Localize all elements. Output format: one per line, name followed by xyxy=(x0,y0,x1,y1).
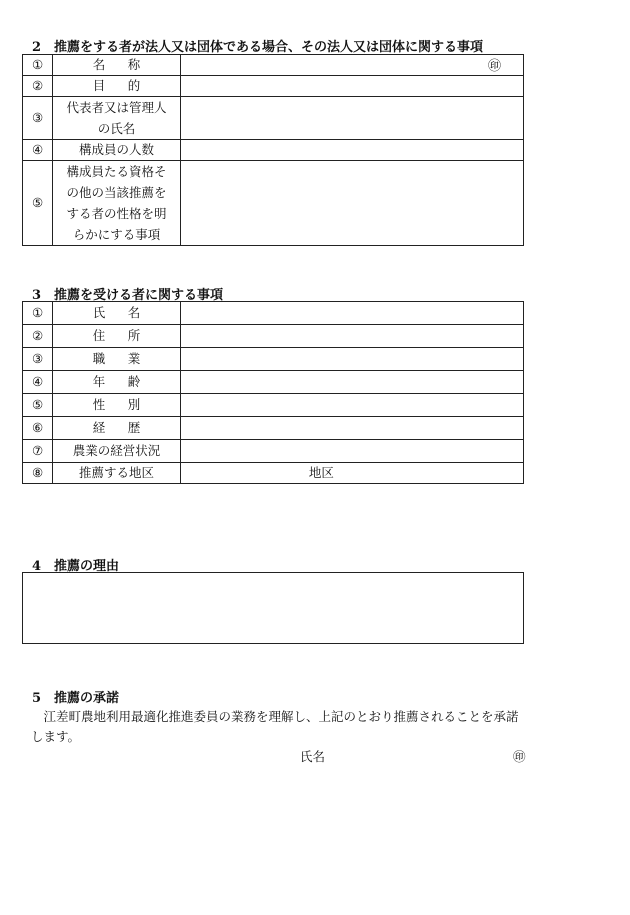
purpose-field[interactable] xyxy=(180,76,523,97)
signature-row xyxy=(0,747,630,767)
representative-field[interactable] xyxy=(180,97,523,140)
section-2-heading xyxy=(32,36,483,55)
table-row xyxy=(23,76,524,97)
row-number: ③ xyxy=(23,97,53,140)
table-row xyxy=(23,140,524,161)
farm-status-field[interactable] xyxy=(180,440,523,463)
row-number: ⑧ xyxy=(23,463,53,484)
corporate-recommender-table xyxy=(22,54,524,246)
member-count-field[interactable] xyxy=(180,140,523,161)
row-number: ① xyxy=(23,55,53,76)
recommendee-table xyxy=(22,301,524,484)
table-row xyxy=(23,97,524,140)
row-label: 構成員たる資格そ の他の当該推薦を する者の性格を明 らかにする事項 xyxy=(53,161,181,246)
row-label: 推薦する地区 xyxy=(53,463,181,484)
consent-line: 江差町農地利用最適化推進委員の業務を理解し、上記のとおり推薦されることを承諾 xyxy=(31,709,519,724)
signature-label: 氏名 xyxy=(300,749,326,764)
table-row xyxy=(23,440,524,463)
section-number: 5 xyxy=(32,691,42,706)
table-row xyxy=(23,417,524,440)
row-label: 農業の経営状況 xyxy=(53,440,181,463)
section-number: 2 xyxy=(32,40,42,55)
table-row xyxy=(23,55,524,76)
gender-field[interactable] xyxy=(180,394,523,417)
table-row xyxy=(23,463,524,484)
name-field[interactable] xyxy=(180,302,523,325)
row-label: 職業 xyxy=(53,348,181,371)
row-number: ① xyxy=(23,302,53,325)
row-number: ⑤ xyxy=(23,394,53,417)
table-row xyxy=(23,394,524,417)
row-label: 住所 xyxy=(53,325,181,348)
occupation-field[interactable] xyxy=(180,348,523,371)
row-number: ④ xyxy=(23,371,53,394)
section-number: 3 xyxy=(32,288,42,303)
district-field[interactable] xyxy=(180,463,523,484)
row-number: ⑤ xyxy=(23,161,53,246)
career-field[interactable] xyxy=(180,417,523,440)
consent-line: します。 xyxy=(31,729,81,744)
reason-textarea[interactable] xyxy=(22,572,524,644)
row-number: ③ xyxy=(23,348,53,371)
row-number: ⑥ xyxy=(23,417,53,440)
row-number: ⑦ xyxy=(23,440,53,463)
row-label: 目的 xyxy=(53,76,181,97)
row-label: 経歴 xyxy=(53,417,181,440)
table-row xyxy=(23,348,524,371)
age-field[interactable] xyxy=(180,371,523,394)
seal-mark: ㊞ xyxy=(487,59,501,74)
section-number: 4 xyxy=(32,559,42,574)
row-label: 構成員の人数 xyxy=(53,140,181,161)
section-title: 推薦をする者が法人又は団体である場合、その法人又は団体に関する事項 xyxy=(54,40,484,55)
table-row xyxy=(23,371,524,394)
seal-mark: ㊞ xyxy=(513,749,526,764)
section-title: 推薦を受ける者に関する事項 xyxy=(54,288,224,303)
row-number: ④ xyxy=(23,140,53,161)
section-5-heading xyxy=(32,687,119,706)
name-field[interactable] xyxy=(180,55,523,76)
row-label: 名称 xyxy=(53,55,181,76)
address-field[interactable] xyxy=(180,325,523,348)
district-suffix: 地区 xyxy=(308,465,334,480)
row-label: 代表者又は管理人 の氏名 xyxy=(53,97,181,140)
section-title: 推薦の理由 xyxy=(54,559,120,574)
row-number: ② xyxy=(23,76,53,97)
row-label: 性別 xyxy=(53,394,181,417)
table-row xyxy=(23,325,524,348)
row-number: ② xyxy=(23,325,53,348)
row-label: 氏名 xyxy=(53,302,181,325)
table-row xyxy=(23,302,524,325)
section-title: 推薦の承諾 xyxy=(54,691,120,706)
consent-text xyxy=(31,707,591,747)
qualification-field[interactable] xyxy=(180,161,523,246)
table-row xyxy=(23,161,524,246)
row-label: 年齢 xyxy=(53,371,181,394)
